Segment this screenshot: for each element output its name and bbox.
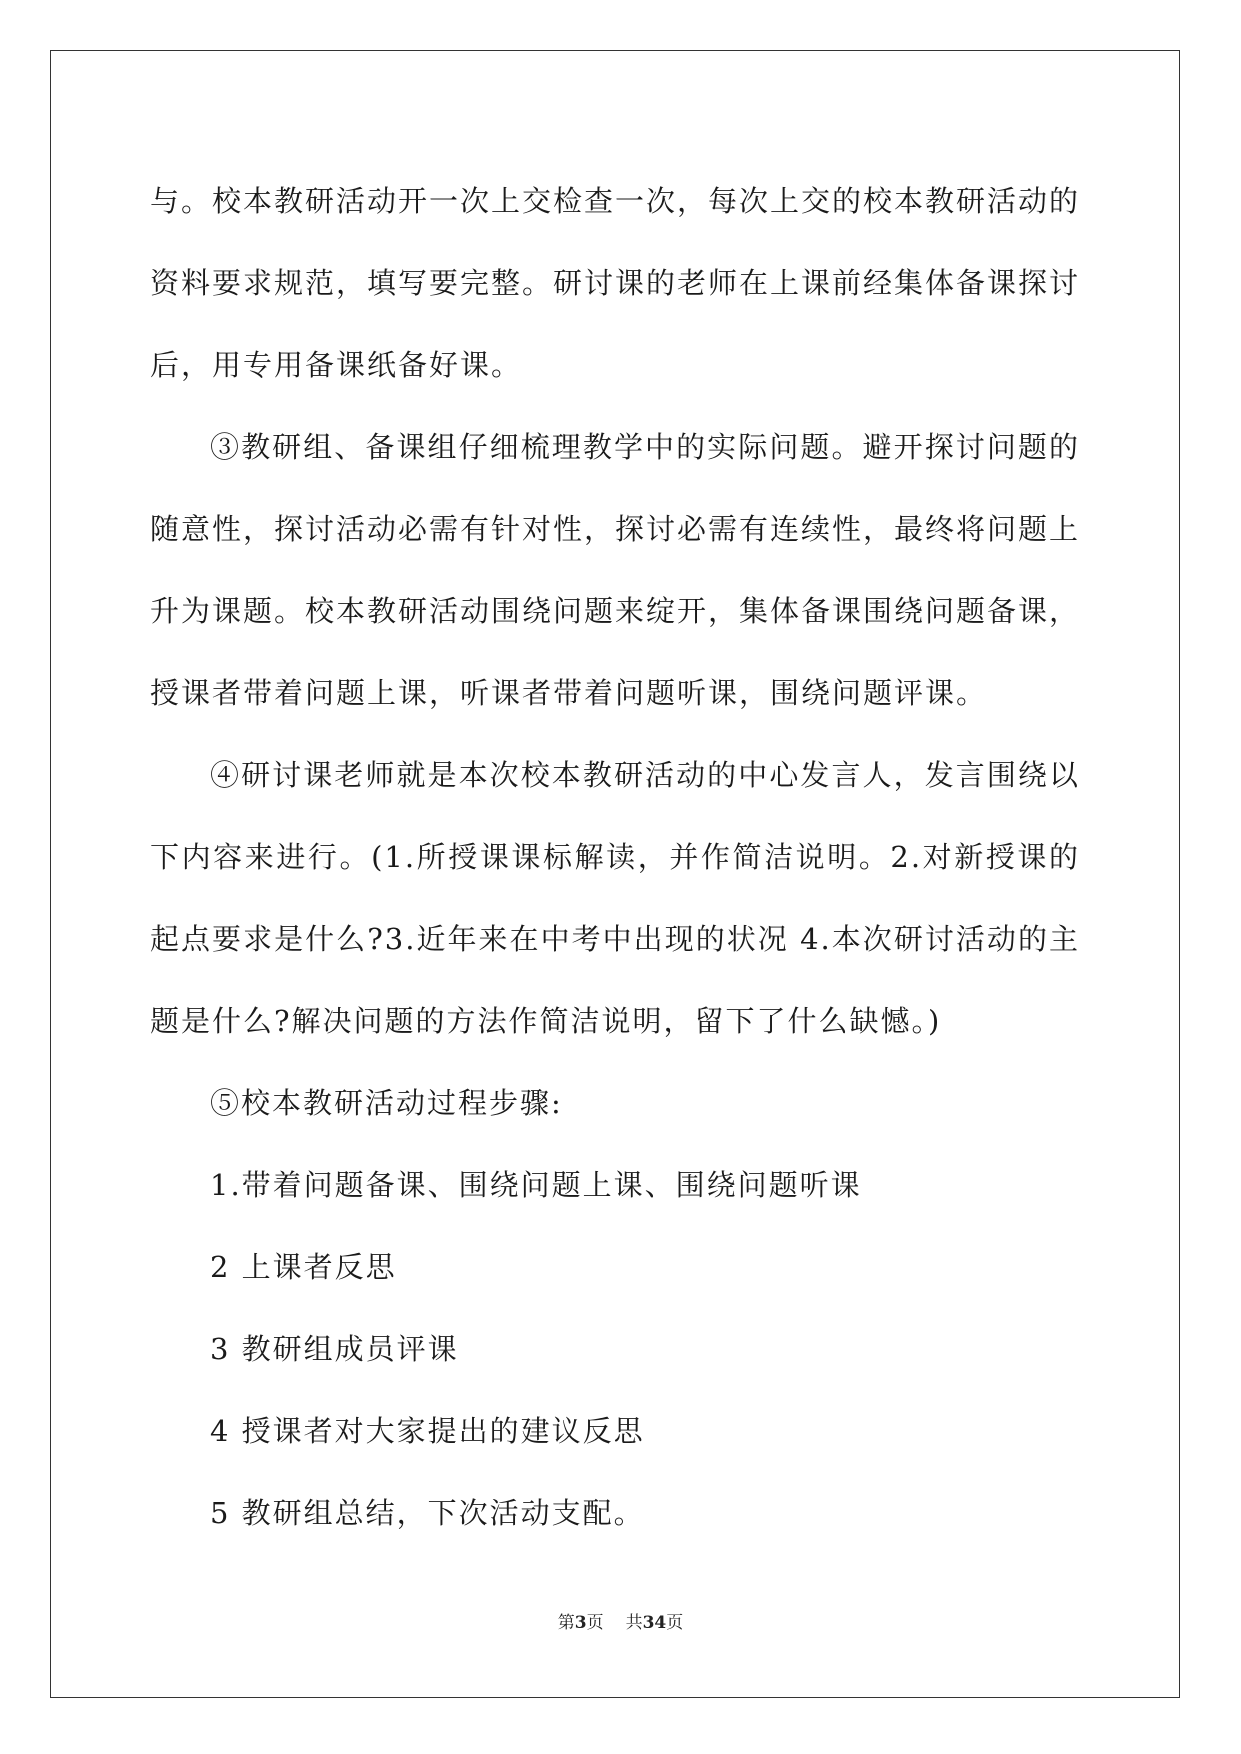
step-5: 5 教研组总结，下次活动支配。 [210,1496,645,1530]
step-3: 3 教研组成员评课 [210,1332,459,1366]
total-prefix: 共 [625,1613,643,1633]
step-1: 1.带着问题备课、围绕问题上课、围绕问题听课 [210,1168,862,1202]
total-suffix: 页 [666,1613,684,1633]
paragraph-item-3: ③教研组、备课组仔细梳理教学中的实际问题。避开探讨问题的随意性，探讨活动必需有针对性，探讨必需有连续性，最终将问题上升为课题。校本教研活动围绕问题来绽开，集体备课围绕问题备课，授课者带着问题上课，听课者带着问题听课，围绕问题评课。 [150,430,1081,710]
paragraph-item-5: ⑤校本教研活动过程步骤: [210,1086,563,1120]
page-prefix: 第 [557,1613,575,1633]
paragraph-item-4: ④研讨课老师就是本次校本教研活动的中心发言人，发言围绕以下内容来进行。(1.所授课课标解读，并作简洁说明。2.对新授课的起点要求是什么?3.近年来在中考中出现的状况 4.本次研讨活动的主题是什么?解决问题的方法作简洁说明，留下了什么缺憾。) [150,758,1080,1038]
document-body [150,160,1080,1554]
page-current: 3 [574,1613,587,1633]
step-4: 4 授课者对大家提出的建议反思 [210,1414,645,1448]
page-suffix: 页 [586,1613,604,1633]
page-total: 34 [642,1613,667,1633]
paragraph-continuation: 与。校本教研活动开一次上交检查一次，每次上交的校本教研活动的资料要求规范，填写要完整。研讨课的老师在上课前经集体备课探讨后，用专用备课纸备好课。 [150,184,1081,382]
step-2: 2 上课者反思 [210,1250,397,1284]
page-footer [0,1608,1241,1633]
